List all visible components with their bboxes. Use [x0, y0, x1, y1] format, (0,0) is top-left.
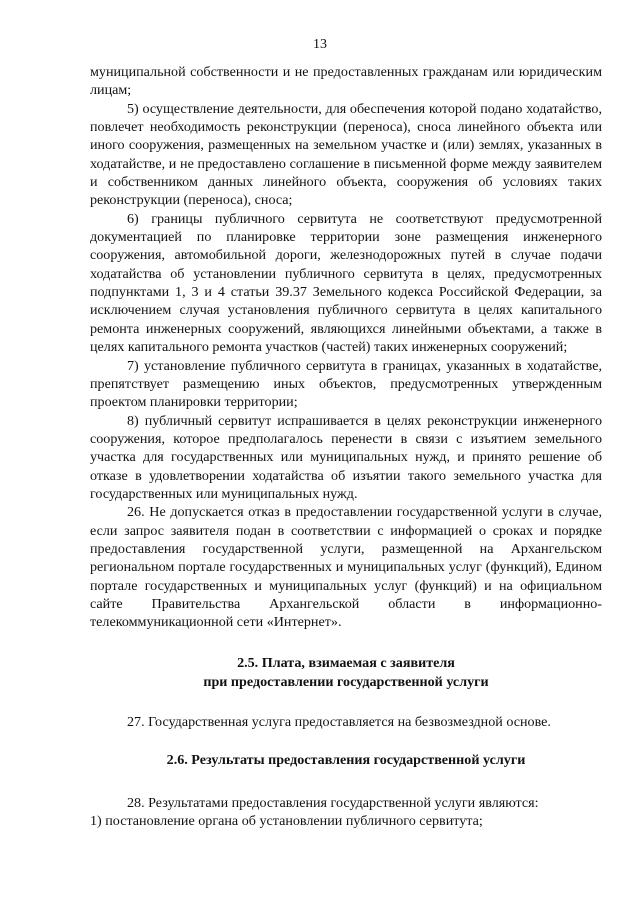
- paragraph-item-7: 7) установление публичного сервитута в границах, указанных в ходатайстве, препятствует размещению иных объектов, предусмотренных утвержденным проектом планировки территории;: [90, 357, 602, 411]
- paragraph-27: 27. Государственная услуга предоставляется на безвозмездной основе.: [127, 713, 551, 730]
- document-body: [90, 63, 602, 831]
- section-heading-2-6: 2.6. Результаты предоставления государственной услуги: [166, 752, 526, 768]
- paragraph-28-item-1: 1) постановление органа об установлении публичного сервитута;: [90, 813, 483, 830]
- paragraph-26: 26. Не допускается отказ в предоставлении государственной услуги в случае, если запрос заявителя подан в соответствии с информацией о сроках и порядке предоставления государственной услуги, размещенной на Архангельском региональном портале государственных и муниципальных услуг (функций), Едином портале государственных и муниципальных услуг (функций) и на официальном сайте Правительства Архангельской области в информационно-телекоммуникационной сети «Интернет».: [90, 504, 602, 631]
- section-heading-2-5-line2: при предоставлении государственной услуги: [203, 673, 489, 690]
- page-number: 13: [313, 37, 327, 52]
- paragraph-continuation: муниципальной собственности и не предоставленных гражданам или юридическим лицам;: [90, 64, 602, 99]
- paragraph-28: 28. Результатами предоставления государственной услуги являются:: [127, 795, 539, 811]
- paragraph-item-6: 6) границы публичного сервитута не соответствуют предусмотренной документацией по планировке территории зоне размещения инженерного сооружения, автомобильной дороги, железнодорожных путей в случае подачи ходатайства об установлении публичного сервитута в целях, предусмотренных подпунктами 1, 3 и 4 статьи 39.37 Земельного кодекса Российской Федерации, за исключением случая установления публичного сервитута в целях капитального ремонта инженерных сооружений, являющихся линейными объектами, а также в целях капитального ремонта участков (частей) таких инженерных сооружений;: [90, 210, 602, 356]
- paragraph-item-5: 5) осуществление деятельности, для обеспечения которой подано ходатайство, повлечет необходимость реконструкции (переноса), сноса линейного объекта или иного сооружения, размещенных на земельном участке и (или) землях, указанных в ходатайстве, и не предоставлено соглашение в письменной форме между заявителем и собственником данных линейного объекта, сооружения об условиях таких реконструкции (переноса), сноса;: [90, 100, 602, 209]
- section-heading-2-5-line1: 2.5. Плата, взимаемая с заявителя: [237, 654, 455, 671]
- paragraph-item-8: 8) публичный сервитут испрашивается в целях реконструкции инженерного сооружения, которое предполагалось перенести в связи с изъятием земельного участка для государственных или муниципальных нужд, и принято решение об отказе в удовлетворении ходатайства об изъятии такого земельного участка для государственных или муниципальных нужд.: [90, 412, 602, 502]
